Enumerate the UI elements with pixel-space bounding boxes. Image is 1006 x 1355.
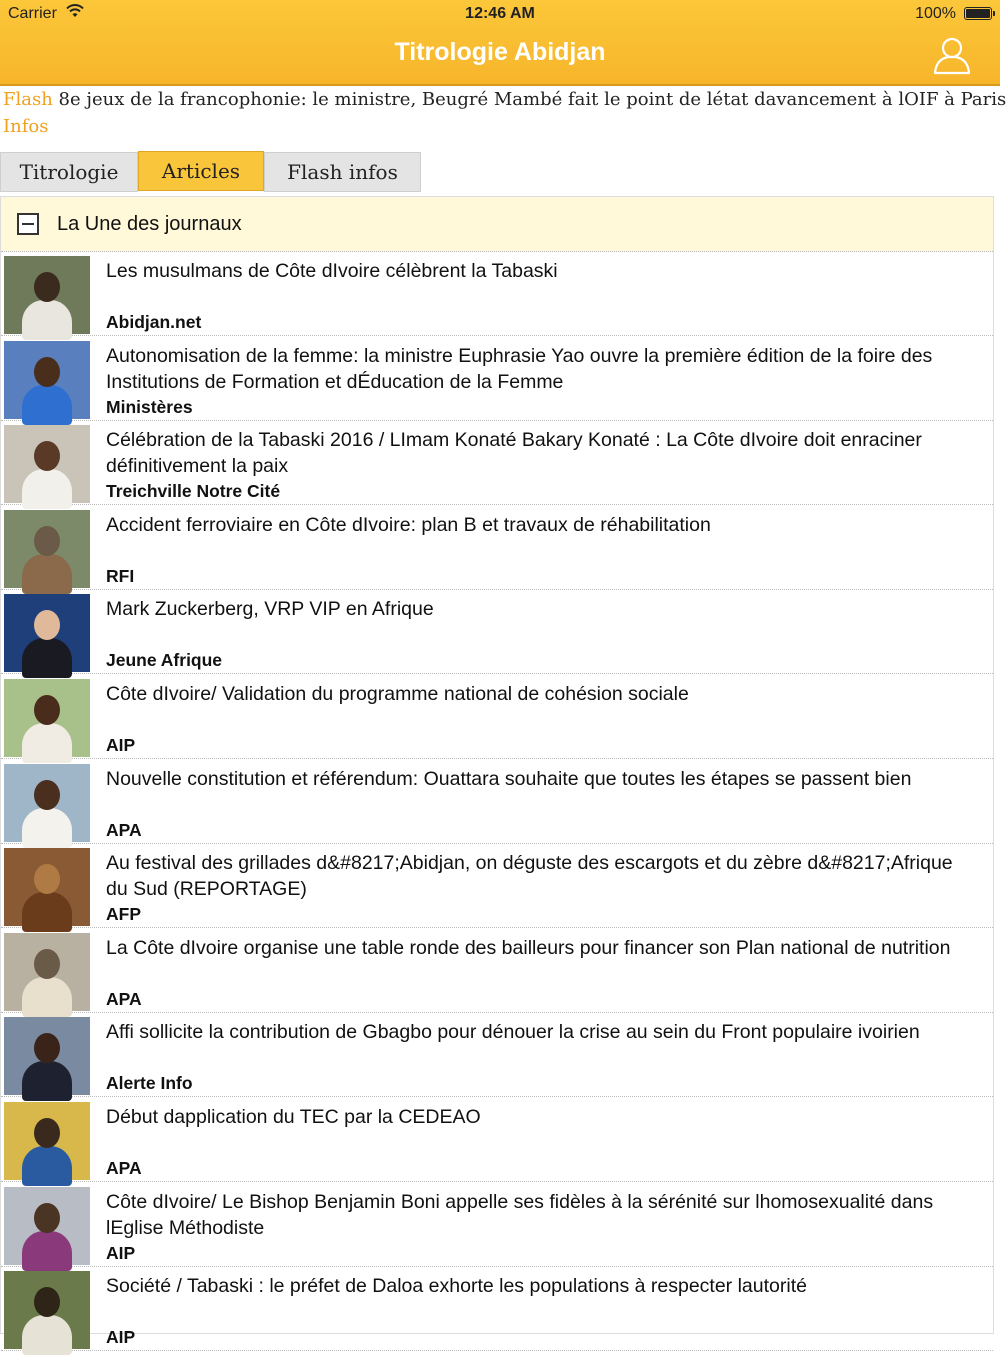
clock: 12:46 AM	[465, 5, 535, 22]
page-title: Titrologie Abidjan	[394, 38, 606, 66]
section-title: La Une des journaux	[57, 213, 242, 235]
article-row[interactable]	[1, 590, 993, 674]
article-source: AFP	[106, 904, 141, 925]
article-source: Alerte Info	[106, 1073, 193, 1094]
article-title: Côte dIvoire/ Le Bishop Benjamin Boni appelle ses fidèles à la sérénité sur lhomosexualité dans lEglise Méthodiste	[106, 1190, 934, 1239]
flash-label: Flash	[3, 89, 53, 110]
article-title: Accident ferroviaire en Côte dIvoire: plan B et travaux de réhabilitation	[106, 513, 711, 536]
section-header[interactable]	[1, 197, 993, 252]
article-thumbnail	[4, 1271, 90, 1349]
article-row[interactable]	[1, 421, 993, 505]
carrier-label: Carrier	[8, 5, 57, 22]
article-title: Début dapplication du TEC par la CEDEAO	[106, 1106, 481, 1128]
tab-articles[interactable]: Articles	[138, 151, 264, 191]
article-title: Affi sollicite la contribution de Gbagbo pour dénouer la crise au sein du Front populaire ivoirien	[106, 1021, 920, 1044]
tab-bar	[0, 152, 1000, 192]
status-bar	[0, 0, 1000, 28]
article-row[interactable]	[1, 252, 993, 336]
article-source: Jeune Afrique	[106, 650, 223, 671]
article-thumbnail	[4, 510, 90, 588]
article-title: Mark Zuckerberg, VRP VIP en Afrique	[106, 598, 434, 621]
article-source: APA	[106, 819, 142, 840]
article-title: La Côte dIvoire organise une table ronde des bailleurs pour financer son Plan national de nutrition	[106, 936, 951, 959]
article-thumbnail	[4, 341, 90, 419]
article-row[interactable]	[1, 506, 993, 590]
collapse-icon[interactable]	[17, 213, 39, 235]
article-title: Célébration de la Tabaski 2016 / LImam Konaté Bakary Konaté : La Côte dIvoire doit enraciner définitivement la paix	[106, 429, 922, 478]
article-title: Côte dIvoire/ Validation du programme national de cohésion sociale	[106, 683, 689, 705]
article-row[interactable]	[1, 1098, 993, 1182]
tab-titrologie[interactable]: Titrologie	[0, 152, 138, 192]
article-row[interactable]	[1, 844, 993, 928]
tab-flash-infos[interactable]: Flash infos	[264, 152, 421, 192]
article-source: APA	[106, 1158, 142, 1178]
article-source: AIP	[106, 1242, 136, 1263]
article-title: Société / Tabaski : le préfet de Daloa exhorte les populations à respecter lautorité	[106, 1275, 807, 1298]
navigation-bar	[0, 0, 1000, 86]
article-thumbnail	[4, 594, 90, 672]
article-thumbnail	[4, 933, 90, 1011]
article-row[interactable]	[1, 1267, 993, 1351]
articles-list[interactable]	[0, 196, 994, 1348]
flash-ticker[interactable]	[3, 86, 1006, 138]
article-source: AIP	[106, 735, 136, 755]
article-row[interactable]	[1, 929, 993, 1013]
article-source: RFI	[106, 565, 135, 586]
article-source: Ministères	[106, 396, 193, 417]
flash-message[interactable]: 8e jeux de la francophonie: le ministre, Beugré Mambé fait le point de létat davancement à lOIF à Paris	[58, 89, 1006, 110]
article-title: Au festival des grillades d&#8217;Abidjan, on déguste des escargots et du zèbre d&#8217;Afrique du Sud (REPORTAGE)	[106, 852, 953, 901]
article-row[interactable]	[1, 760, 993, 844]
user-profile-icon[interactable]	[932, 35, 972, 75]
article-thumbnail	[4, 1102, 90, 1180]
article-row[interactable]	[1, 675, 993, 759]
article-thumbnail	[4, 1187, 90, 1265]
article-source: AIP	[106, 1327, 136, 1348]
battery-icon	[964, 7, 992, 20]
article-thumbnail	[4, 425, 90, 503]
article-row[interactable]	[1, 1183, 993, 1267]
article-title: Les musulmans de Côte dIvoire célèbrent la Tabaski	[106, 260, 558, 282]
article-thumbnail	[4, 256, 90, 334]
article-title: Autonomisation de la femme: la ministre Euphrasie Yao ouvre la première édition de la foire des Institutions de Formation et dÉducation de la Femme	[106, 344, 933, 393]
article-title: Nouvelle constitution et référendum: Ouattara souhaite que toutes les étapes se passent bien	[106, 767, 912, 790]
article-thumbnail	[4, 848, 90, 926]
article-thumbnail	[4, 764, 90, 842]
article-source: Treichville Notre Cité	[106, 481, 281, 502]
infos-label: Infos	[3, 116, 49, 137]
battery-percentage: 100%	[915, 5, 956, 22]
article-thumbnail	[4, 679, 90, 757]
article-row[interactable]	[1, 337, 993, 421]
article-source: APA	[106, 988, 142, 1009]
article-row[interactable]	[1, 1013, 993, 1097]
article-thumbnail	[4, 1017, 90, 1095]
article-source: Abidjan.net	[106, 312, 202, 332]
